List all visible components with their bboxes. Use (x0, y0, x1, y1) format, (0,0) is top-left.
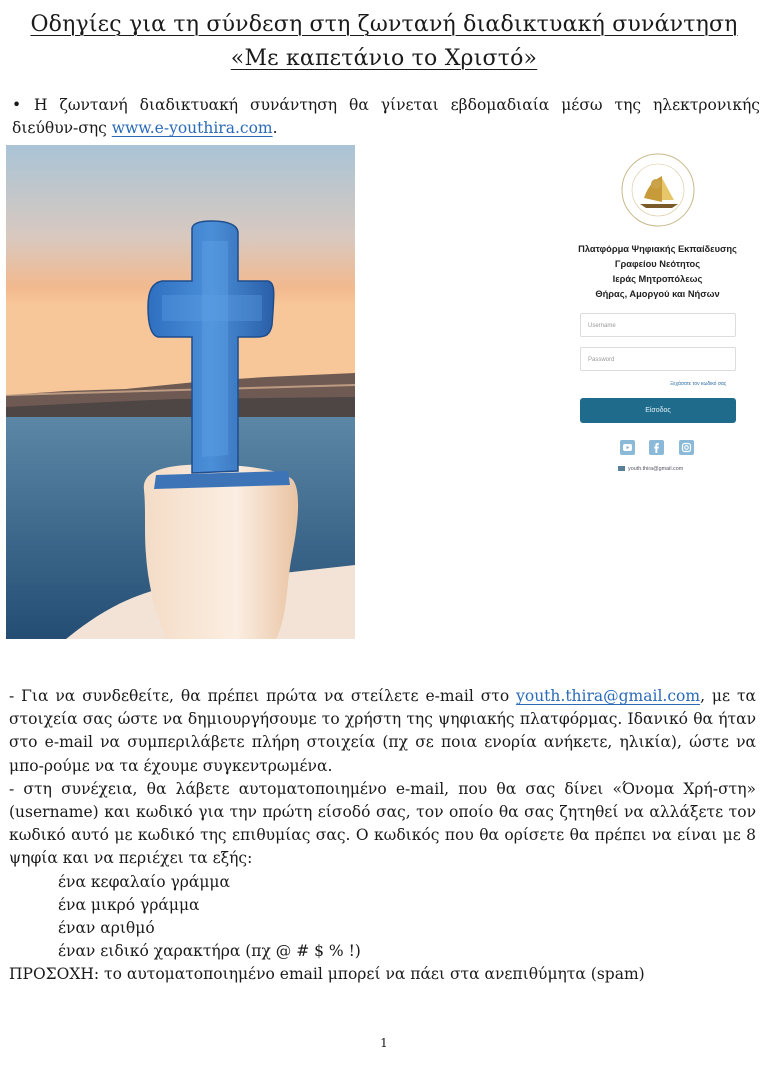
platform-title: Πλατφόρμα Ψηφιακής Εκπαίδευσης Γραφείου Νεότητος Ιεράς Μητροπόλεως Θήρας, Αμοργού και Νήσων (578, 244, 737, 299)
page-title-line-1: Οδηγίες για τη σύνδεση στη ζωντανή διαδικτυακή συνάντηση (30, 12, 738, 37)
website-link[interactable]: www.e-youthira.com (111, 119, 273, 137)
forgot-password-link[interactable]: Ξεχάσατε τον κωδικό σας (670, 381, 727, 387)
username-field[interactable]: Username (580, 313, 736, 337)
youtube-icon[interactable] (620, 440, 635, 455)
bullet-icon: • (12, 96, 22, 114)
email-link[interactable]: youth.thira@gmail.com (516, 687, 701, 705)
intro-text: Η ζωντανή διαδικτυακή συνάντηση θα γίνεται εβδομαδιαία μέσω της ηλεκτρονικής διεύθυν-σης (12, 96, 760, 137)
spam-warning: ΠΡΟΣΟΧΗ: το αυτοματοποιημένο email μπορεί να πάει στα ανεπιθύμητα (spam) (9, 965, 645, 984)
envelope-icon (618, 466, 625, 471)
instagram-icon[interactable] (679, 440, 694, 455)
paragraph-2: - στη συνέχεια, θα λάβετε αυτοματοποιημένο e-mail, που θα σας δίνει «Όνομα Χρή-στη» (username) και κωδικό για την πρώτη είσοδό σας, τον οποίο θα σας ζητηθεί να αλλάξετε τον κωδικό αυτό με κωδικό της επιθυμίας σας. Ο κωδικός που θα ορίσετε θα πρέπει να είναι με 8 ψηφία και να περιέχει τα εξής: (9, 779, 756, 868)
seal-logo (618, 150, 698, 230)
password-field[interactable]: Password (580, 347, 736, 371)
requirement-4: έναν ειδικό χαρακτήρα (πχ @ # $ % !) (58, 942, 361, 961)
cross-icon (6, 145, 355, 639)
instructions (9, 685, 756, 987)
intro-bullet: • Η ζωντανή διαδικτυακή συνάντηση θα γίνεται εβδομαδιαία μέσω της ηλεκτρονικής διεύθυν-σης www.e-youthira.com. (12, 96, 760, 137)
facebook-icon[interactable] (649, 440, 664, 455)
requirement-2: ένα μικρό γράμμα (58, 895, 200, 914)
contact-email: youth.thira@gmail.com (618, 466, 683, 472)
paragraph-1: - Για να συνδεθείτε, θα πρέπει πρώτα να στείλετε e-mail στο youth.thira@gmail.com, με τα στοιχεία σας ώστε να δημιουργήσουμε το χρήστη της ψηφιακής πλατφόρμας. Ιδανικό θα ήταν στο e-mail να συμπεριλάβετε πλήρη στοιχεία (πχ σε ποια ενορία ανήκετε, ηλικία), ώστε να μπο-ρούμε να τα έχουμε συγκεντρωμένα. (9, 687, 756, 775)
page-title-line-2: «Με καπετάνιο το Χριστό» (230, 46, 538, 71)
page-number: 1 (380, 1036, 388, 1050)
cross-photo (6, 145, 355, 639)
login-button[interactable]: Είσοδος (580, 398, 736, 423)
requirement-3: έναν αριθμό (58, 919, 155, 938)
requirement-1: ένα κεφαλαίο γράμμα (58, 872, 230, 891)
